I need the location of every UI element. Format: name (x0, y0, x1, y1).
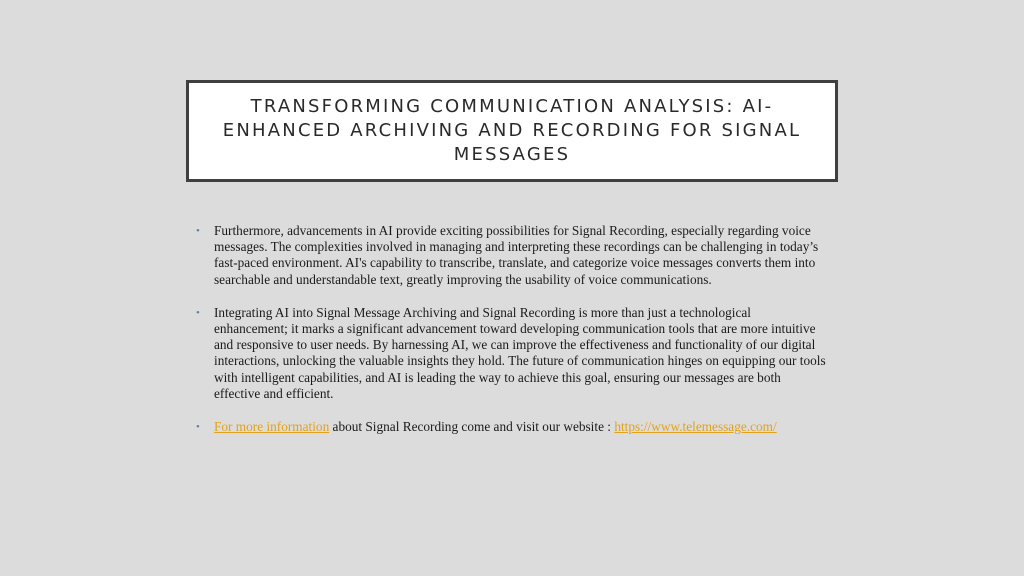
bullet-item-integration (196, 305, 826, 402)
bullet-text: Integrating AI into Signal Message Archiving and Signal Recording is more than just a technological enhancement; it marks a significant advancement toward developing communication tools that are more intuitive and responsive to user needs. By harnessing AI, we can improve the effectiveness and functionality of our digital interactions, unlocking the valuable insights they hold. The future of communication hinges on equipping our tools with intelligent capabilities, and AI is leading the way to achieve this goal, ensuring our messages are both effective and efficient. (214, 304, 826, 401)
bullet-list (196, 223, 826, 452)
slide-title: TRANSFORMING COMMUNICATION ANALYSIS: AI-ENHANCED ARCHIVING AND RECORDING FOR SIGNAL MESSAGES (222, 96, 802, 165)
more-info-link[interactable]: For more information (214, 419, 330, 435)
bullet-item-more-info (196, 419, 826, 435)
website-link[interactable]: https://www.telemessage.com/ (614, 419, 777, 435)
title-box (186, 80, 838, 182)
bullet-item-ai-voice (196, 223, 826, 288)
more-info-text: about Signal Recording come and visit our website : (329, 419, 615, 435)
bullet-icon: • (196, 306, 200, 319)
bullet-icon: • (196, 421, 200, 434)
bullet-text: Furthermore, advancements in AI provide exciting possibilities for Signal Recording, especially regarding voice messages. The complexities involved in managing and interpreting these recordings can be challenging in today’s fast-paced environment. AI's capability to transcribe, translate, and categorize voice messages converts them into searchable and understandable text, greatly improving the usability of voice communications. (214, 223, 819, 287)
bullet-icon: • (196, 225, 200, 237)
